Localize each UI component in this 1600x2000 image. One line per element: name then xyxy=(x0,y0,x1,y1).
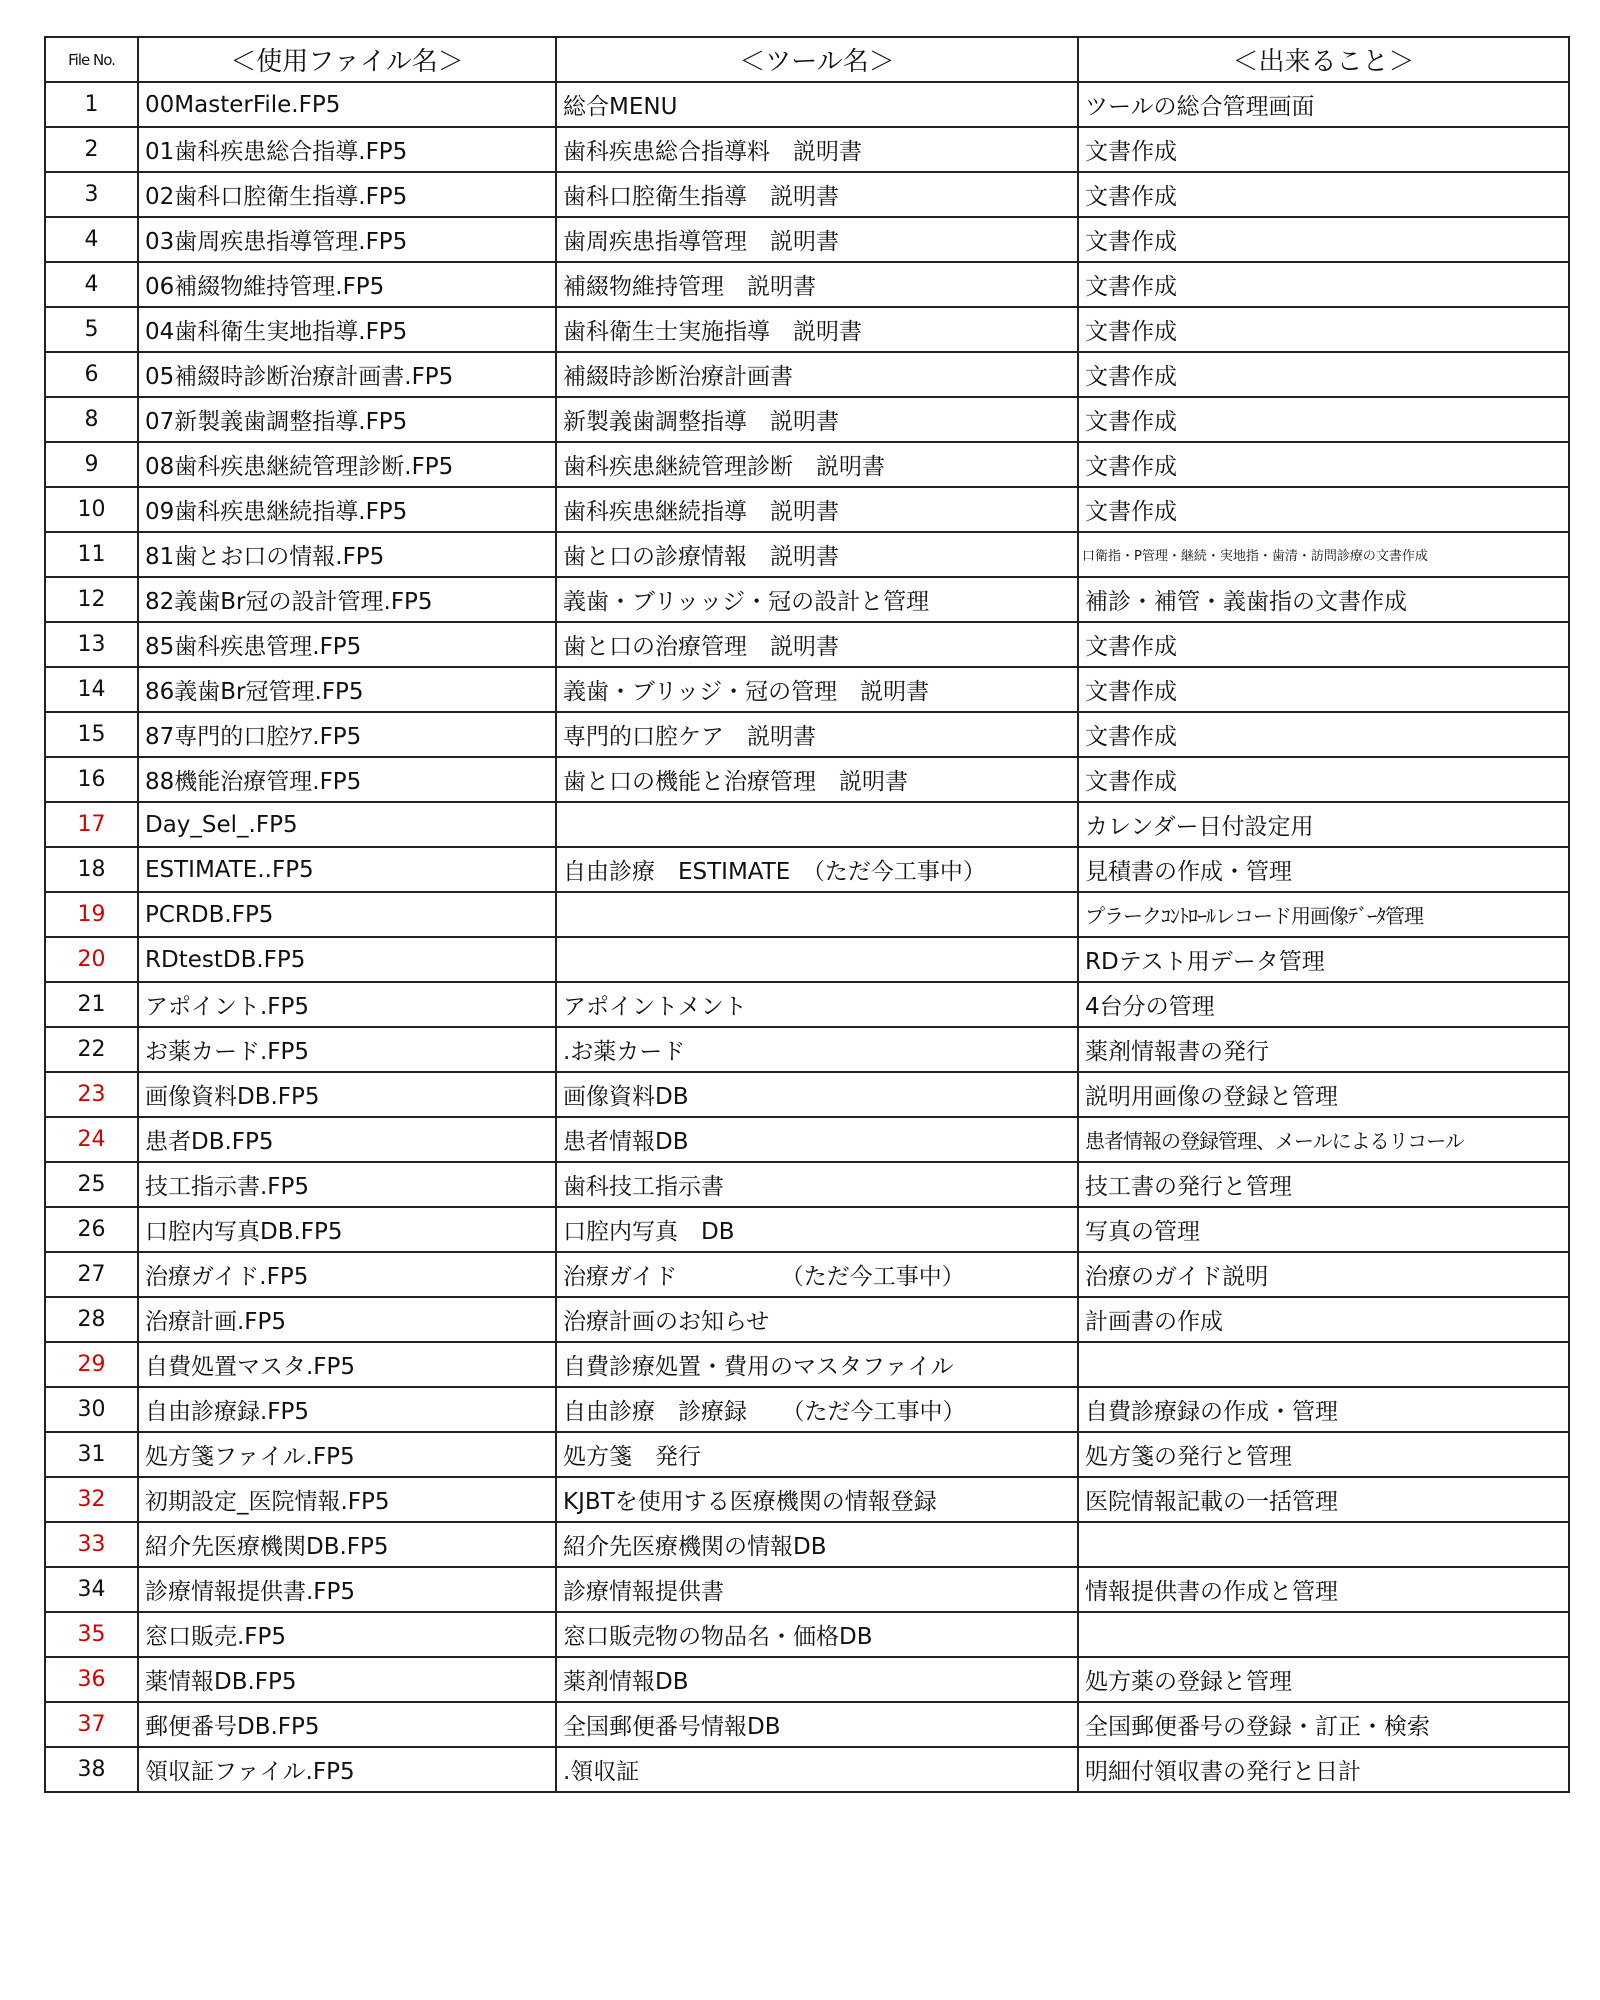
header-row xyxy=(45,37,1569,82)
capability-cell: 写真の管理 xyxy=(1078,1207,1569,1252)
file-no-cell: 21 xyxy=(45,982,138,1027)
capability-cell: 文書作成 xyxy=(1078,172,1569,217)
file-no-cell: 37 xyxy=(45,1702,138,1747)
file-no-cell: 5 xyxy=(45,307,138,352)
capability-cell: 説明用画像の登録と管理 xyxy=(1078,1072,1569,1117)
table-row xyxy=(45,712,1569,757)
tool-name-cell: 専門的口腔ケア 説明書 xyxy=(556,712,1078,757)
tool-name-cell: 新製義歯調整指導 説明書 xyxy=(556,397,1078,442)
file-no-cell: 33 xyxy=(45,1522,138,1567)
table-row xyxy=(45,892,1569,937)
tool-name-cell: 窓口販売物の物品名・価格DB xyxy=(556,1612,1078,1657)
tool-name-cell: 画像資料DB xyxy=(556,1072,1078,1117)
capability-cell: 文書作成 xyxy=(1078,757,1569,802)
capability-cell: 全国郵便番号の登録・訂正・検索 xyxy=(1078,1702,1569,1747)
table-row xyxy=(45,127,1569,172)
capability-cell: 文書作成 xyxy=(1078,352,1569,397)
file-no-cell: 34 xyxy=(45,1567,138,1612)
file-no-cell: 35 xyxy=(45,1612,138,1657)
header-file-name: ＜使用ファイル名＞ xyxy=(138,37,556,82)
file-no-cell: 6 xyxy=(45,352,138,397)
file-name-cell: Day_Sel_.FP5 xyxy=(138,802,556,847)
tool-name-cell: 歯と口の治療管理 説明書 xyxy=(556,622,1078,667)
tool-name-cell: 処方箋 発行 xyxy=(556,1432,1078,1477)
tool-name-cell: 歯周疾患指導管理 説明書 xyxy=(556,217,1078,262)
tool-name-cell: 自費診療処置・費用のマスタファイル xyxy=(556,1342,1078,1387)
file-name-cell: RDtestDB.FP5 xyxy=(138,937,556,982)
header-tool-name: ＜ツール名＞ xyxy=(556,37,1078,82)
file-name-cell: 08歯科疾患継続管理診断.FP5 xyxy=(138,442,556,487)
tool-name-cell: 歯と口の診療情報 説明書 xyxy=(556,532,1078,577)
file-no-cell: 28 xyxy=(45,1297,138,1342)
file-name-cell: 02歯科口腔衛生指導.FP5 xyxy=(138,172,556,217)
file-no-cell: 29 xyxy=(45,1342,138,1387)
tool-name-cell: 薬剤情報DB xyxy=(556,1657,1078,1702)
file-name-cell: 治療計画.FP5 xyxy=(138,1297,556,1342)
file-no-cell: 19 xyxy=(45,892,138,937)
table-row xyxy=(45,1477,1569,1522)
table-row xyxy=(45,937,1569,982)
file-no-cell: 36 xyxy=(45,1657,138,1702)
file-name-cell: 口腔内写真DB.FP5 xyxy=(138,1207,556,1252)
capability-cell: ツールの総合管理画面 xyxy=(1078,82,1569,127)
table-row xyxy=(45,397,1569,442)
file-no-cell: 23 xyxy=(45,1072,138,1117)
capability-cell xyxy=(1078,1342,1569,1387)
file-name-cell: 87専門的口腔ｹｱ.FP5 xyxy=(138,712,556,757)
tool-name-cell: 補綴物維持管理 説明書 xyxy=(556,262,1078,307)
table-row xyxy=(45,82,1569,127)
tool-name-cell: 歯科口腔衛生指導 説明書 xyxy=(556,172,1078,217)
table-row xyxy=(45,442,1569,487)
capability-cell: RDテスト用データ管理 xyxy=(1078,937,1569,982)
table-row xyxy=(45,532,1569,577)
tool-name-cell: 治療計画のお知らせ xyxy=(556,1297,1078,1342)
table-row xyxy=(45,262,1569,307)
table-row xyxy=(45,1207,1569,1252)
file-no-cell: 20 xyxy=(45,937,138,982)
table-row xyxy=(45,1657,1569,1702)
file-name-cell: 紹介先医療機関DB.FP5 xyxy=(138,1522,556,1567)
tool-name-cell: 歯科衛生士実施指導 説明書 xyxy=(556,307,1078,352)
file-no-cell: 17 xyxy=(45,802,138,847)
capability-cell: 見積書の作成・管理 xyxy=(1078,847,1569,892)
file-no-cell: 4 xyxy=(45,217,138,262)
file-name-cell: 領収証ファイル.FP5 xyxy=(138,1747,556,1792)
file-name-cell: 自費処置マスタ.FP5 xyxy=(138,1342,556,1387)
file-name-cell: 86義歯Br冠管理.FP5 xyxy=(138,667,556,712)
file-name-cell: 患者DB.FP5 xyxy=(138,1117,556,1162)
capability-cell xyxy=(1078,1612,1569,1657)
file-name-cell: 09歯科疾患継続指導.FP5 xyxy=(138,487,556,532)
table-row xyxy=(45,1567,1569,1612)
tool-name-cell: 患者情報DB xyxy=(556,1117,1078,1162)
file-no-cell: 12 xyxy=(45,577,138,622)
tool-name-cell: 診療情報提供書 xyxy=(556,1567,1078,1612)
table-row xyxy=(45,307,1569,352)
capability-cell: 薬剤情報書の発行 xyxy=(1078,1027,1569,1072)
table-row xyxy=(45,172,1569,217)
file-no-cell: 27 xyxy=(45,1252,138,1297)
table-row xyxy=(45,1297,1569,1342)
header-file-no: File No. xyxy=(45,37,138,82)
capability-cell: 補診・補管・義歯指の文書作成 xyxy=(1078,577,1569,622)
table-row xyxy=(45,1027,1569,1072)
table-row xyxy=(45,667,1569,712)
tool-name-cell: 紹介先医療機関の情報DB xyxy=(556,1522,1078,1567)
file-name-cell: 81歯とお口の情報.FP5 xyxy=(138,532,556,577)
table-row xyxy=(45,847,1569,892)
capability-cell: 文書作成 xyxy=(1078,217,1569,262)
header-capability: ＜出来ること＞ xyxy=(1078,37,1569,82)
capability-cell: 文書作成 xyxy=(1078,667,1569,712)
capability-cell: 自費診療録の作成・管理 xyxy=(1078,1387,1569,1432)
file-name-cell: 01歯科疾患総合指導.FP5 xyxy=(138,127,556,172)
capability-cell: 治療のガイド説明 xyxy=(1078,1252,1569,1297)
file-no-cell: 8 xyxy=(45,397,138,442)
tool-name-cell: 口腔内写真 DB xyxy=(556,1207,1078,1252)
file-name-cell: 技工指示書.FP5 xyxy=(138,1162,556,1207)
capability-cell: プラークｺﾝﾄﾛｰﾙレコード用画像ﾃﾞｰﾀ管理 xyxy=(1078,892,1569,937)
file-name-cell: 03歯周疾患指導管理.FP5 xyxy=(138,217,556,262)
tool-name-cell: 自由診療 診療録 （ただ今工事中） xyxy=(556,1387,1078,1432)
file-name-cell: 薬情報DB.FP5 xyxy=(138,1657,556,1702)
table-row xyxy=(45,982,1569,1027)
tool-name-cell: 歯と口の機能と治療管理 説明書 xyxy=(556,757,1078,802)
tool-name-cell: 自由診療 ESTIMATE （ただ今工事中） xyxy=(556,847,1078,892)
file-name-cell: 06補綴物維持管理.FP5 xyxy=(138,262,556,307)
table-row xyxy=(45,352,1569,397)
capability-cell: 処方箋の発行と管理 xyxy=(1078,1432,1569,1477)
capability-cell xyxy=(1078,1522,1569,1567)
table-row xyxy=(45,757,1569,802)
tool-name-cell: 総合MENU xyxy=(556,82,1078,127)
capability-cell: 文書作成 xyxy=(1078,397,1569,442)
table-row xyxy=(45,1702,1569,1747)
capability-cell: 文書作成 xyxy=(1078,487,1569,532)
file-name-cell: お薬カード.FP5 xyxy=(138,1027,556,1072)
file-name-cell: 04歯科衛生実地指導.FP5 xyxy=(138,307,556,352)
tool-name-cell: 義歯・ブリッッジ・冠の設計と管理 xyxy=(556,577,1078,622)
tool-name-cell: 歯科技工指示書 xyxy=(556,1162,1078,1207)
file-name-cell: 00MasterFile.FP5 xyxy=(138,82,556,127)
tool-name-cell: アポイントメント xyxy=(556,982,1078,1027)
file-name-cell: 05補綴時診断治療計画書.FP5 xyxy=(138,352,556,397)
file-name-cell: アポイント.FP5 xyxy=(138,982,556,1027)
file-no-cell: 15 xyxy=(45,712,138,757)
capability-cell: 明細付領収書の発行と日計 xyxy=(1078,1747,1569,1792)
file-no-cell: 14 xyxy=(45,667,138,712)
capability-cell: 文書作成 xyxy=(1078,712,1569,757)
file-no-cell: 31 xyxy=(45,1432,138,1477)
file-no-cell: 9 xyxy=(45,442,138,487)
capability-cell: 処方薬の登録と管理 xyxy=(1078,1657,1569,1702)
tool-name-cell: 治療ガイド （ただ今工事中） xyxy=(556,1252,1078,1297)
capability-cell: 文書作成 xyxy=(1078,622,1569,667)
capability-cell: 4台分の管理 xyxy=(1078,982,1569,1027)
file-name-cell: 初期設定_医院情報.FP5 xyxy=(138,1477,556,1522)
capability-cell: 情報提供書の作成と管理 xyxy=(1078,1567,1569,1612)
file-no-cell: 26 xyxy=(45,1207,138,1252)
capability-cell: 文書作成 xyxy=(1078,442,1569,487)
tool-name-cell xyxy=(556,937,1078,982)
capability-cell: 文書作成 xyxy=(1078,307,1569,352)
table-row xyxy=(45,1117,1569,1162)
table-row xyxy=(45,1747,1569,1792)
table-row xyxy=(45,1072,1569,1117)
capability-cell: 技工書の発行と管理 xyxy=(1078,1162,1569,1207)
file-name-cell: 郵便番号DB.FP5 xyxy=(138,1702,556,1747)
tool-name-cell: 義歯・ブリッジ・冠の管理 説明書 xyxy=(556,667,1078,712)
capability-cell: 文書作成 xyxy=(1078,127,1569,172)
file-name-cell: 治療ガイド.FP5 xyxy=(138,1252,556,1297)
table-row xyxy=(45,1342,1569,1387)
file-name-cell: 画像資料DB.FP5 xyxy=(138,1072,556,1117)
table-row xyxy=(45,217,1569,262)
tool-name-cell: 歯科疾患総合指導料 説明書 xyxy=(556,127,1078,172)
file-name-cell: 07新製義歯調整指導.FP5 xyxy=(138,397,556,442)
tool-name-cell: 補綴時診断治療計画書 xyxy=(556,352,1078,397)
capability-cell: 文書作成 xyxy=(1078,262,1569,307)
file-no-cell: 3 xyxy=(45,172,138,217)
table-row xyxy=(45,622,1569,667)
file-list-table xyxy=(44,36,1570,1793)
capability-cell: 計画書の作成 xyxy=(1078,1297,1569,1342)
file-name-cell: 88機能治療管理.FP5 xyxy=(138,757,556,802)
file-no-cell: 10 xyxy=(45,487,138,532)
file-no-cell: 22 xyxy=(45,1027,138,1072)
capability-cell: 患者情報の登録管理、メールによるリコール xyxy=(1078,1117,1569,1162)
tool-name-cell xyxy=(556,892,1078,937)
tool-name-cell xyxy=(556,802,1078,847)
tool-name-cell: 歯科疾患継続指導 説明書 xyxy=(556,487,1078,532)
capability-cell: 医院情報記載の一括管理 xyxy=(1078,1477,1569,1522)
tool-name-cell: 歯科疾患継続管理診断 説明書 xyxy=(556,442,1078,487)
file-no-cell: 30 xyxy=(45,1387,138,1432)
table-row xyxy=(45,802,1569,847)
capability-cell: カレンダー日付設定用 xyxy=(1078,802,1569,847)
table-row xyxy=(45,487,1569,532)
file-no-cell: 4 xyxy=(45,262,138,307)
file-no-cell: 25 xyxy=(45,1162,138,1207)
file-name-cell: 診療情報提供書.FP5 xyxy=(138,1567,556,1612)
file-name-cell: ESTIMATE..FP5 xyxy=(138,847,556,892)
file-no-cell: 38 xyxy=(45,1747,138,1792)
table-row xyxy=(45,1162,1569,1207)
table-row xyxy=(45,1522,1569,1567)
file-name-cell: 85歯科疾患管理.FP5 xyxy=(138,622,556,667)
file-name-cell: PCRDB.FP5 xyxy=(138,892,556,937)
table-row xyxy=(45,1612,1569,1657)
file-no-cell: 16 xyxy=(45,757,138,802)
file-name-cell: 82義歯Br冠の設計管理.FP5 xyxy=(138,577,556,622)
file-no-cell: 2 xyxy=(45,127,138,172)
capability-cell: 口衛指・P管理・継続・実地指・歯清・訪問診療の文書作成 xyxy=(1078,532,1569,577)
tool-name-cell: 全国郵便番号情報DB xyxy=(556,1702,1078,1747)
file-no-cell: 13 xyxy=(45,622,138,667)
file-no-cell: 1 xyxy=(45,82,138,127)
file-name-cell: 窓口販売.FP5 xyxy=(138,1612,556,1657)
file-no-cell: 24 xyxy=(45,1117,138,1162)
table-row xyxy=(45,1252,1569,1297)
file-name-cell: 処方箋ファイル.FP5 xyxy=(138,1432,556,1477)
tool-name-cell: KJBTを使用する医療機関の情報登録 xyxy=(556,1477,1078,1522)
file-no-cell: 18 xyxy=(45,847,138,892)
tool-name-cell: .領収証 xyxy=(556,1747,1078,1792)
file-name-cell: 自由診療録.FP5 xyxy=(138,1387,556,1432)
table-row xyxy=(45,1387,1569,1432)
tool-name-cell: .お薬カード xyxy=(556,1027,1078,1072)
table-row xyxy=(45,1432,1569,1477)
file-no-cell: 32 xyxy=(45,1477,138,1522)
table-row xyxy=(45,577,1569,622)
file-no-cell: 11 xyxy=(45,532,138,577)
